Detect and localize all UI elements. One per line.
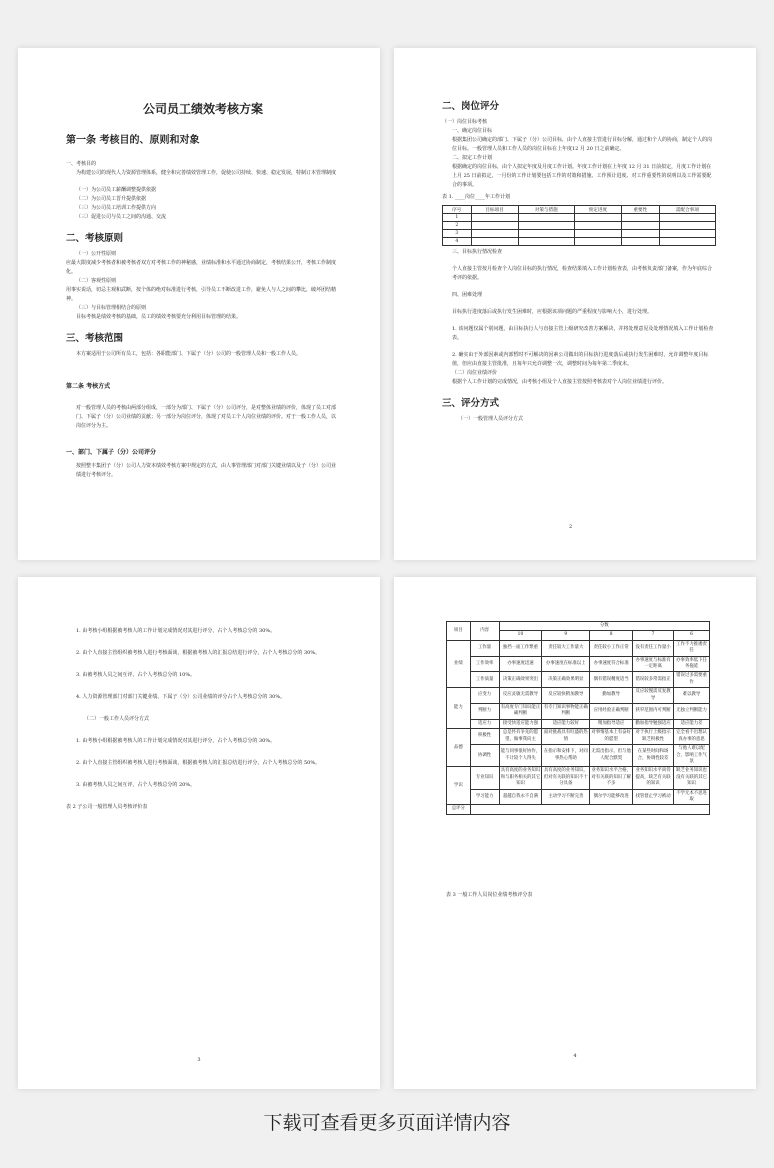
table-row <box>447 767 710 789</box>
paragraph: 二、拟定工作计划 <box>452 155 493 161</box>
table-row <box>443 214 716 222</box>
score-description-cell: 办事速度符合标准 <box>590 656 633 672</box>
list-item: （一）为公司员工薪酬调整提供依据 <box>76 187 157 193</box>
row-number: 4 <box>443 238 472 246</box>
table-row <box>447 729 710 745</box>
table-row <box>447 745 710 767</box>
paragraph: 本方案适用于公司所有员工，包括：各职能部门、下属子（分）公司的一般管理人员和一般工作人员。 <box>76 351 302 357</box>
section-heading: 二、岗位评分 <box>442 101 500 112</box>
table-header: 重要性 <box>621 206 659 214</box>
criterion-cell: 工作质量 <box>470 672 499 688</box>
score-description-cell: 有高度专门知识能正确判断 <box>499 704 542 720</box>
table-row <box>447 672 710 688</box>
table-header: 8 <box>590 631 633 640</box>
document-page-2 <box>394 48 756 560</box>
score-description-cell: 缺乏业务知识也没有关联的其它知识 <box>674 767 710 789</box>
score-description-cell: 具有高度的业务知识，但对有关联的知识不十分具备 <box>542 767 590 789</box>
table-header: 10 <box>499 631 542 640</box>
paragraph: （三）与目标管理相结合的原则 <box>76 305 147 311</box>
paragraph: （二）客观性原则 <box>76 278 117 284</box>
score-description-cell: 工作不力推诿责任 <box>674 640 710 656</box>
criterion-cell: 工作量 <box>470 640 499 656</box>
score-description-cell: 不学无术不思进取 <box>674 789 710 805</box>
document-page-1 <box>18 48 380 560</box>
article-1-heading: 第一条 考核目的、原则和对象 <box>66 135 200 146</box>
score-description-cell: 办事速度迅速 <box>499 656 542 672</box>
criterion-cell: 判断力 <box>470 704 499 720</box>
paragraph: 2. 确实由于外部因素或内部暂时不可解决的因素公司做出的目标执行进度落后或执行发生困难时，允许调整年度目标值，但应由直接主管批准，且每年只允许调整一次，调整时间为每年第二季度末。 <box>452 352 709 367</box>
criterion-cell: 工作效率 <box>470 656 499 672</box>
score-description-cell: 主动学习不断完善 <box>542 789 590 805</box>
criterion-cell: 应变力 <box>470 688 499 704</box>
paragraph: 按照整丰集团子（分）公司人力资本绩效考核方案中规定的方式，由人事管理部门对部门关键业绩以及子（分）公司业绩进行考核评分。 <box>76 463 337 478</box>
score-description-cell: 决策正确效果突出 <box>499 672 542 688</box>
table-caption: 表 3 一般工作人员岗位业绩考核评分表 <box>446 891 533 898</box>
paragraph: 根据集团公司确定的部门、下属子（分）公司目标，由个人直接主管进行目标分解，通过和个人的协商，制定个人的岗位目标。一般管理人员和工作人员的岗位目标在上年度12 月 20 日之前确定。 <box>452 137 713 152</box>
paragraph: 3. 由被考核人员之间互评，占个人考核总分的 20%。 <box>76 782 196 788</box>
paragraph: 根据个人工作计划的完成情况，由考核小组及个人直接主管按照考核表对个人岗位业绩进行评价。 <box>452 379 668 385</box>
score-description-cell: 完全看不出想认真办事的意思 <box>674 729 710 745</box>
table-row <box>447 688 710 704</box>
table-header: 内容 <box>470 622 499 641</box>
paragraph: 个人直接主管按月检查个人岗位目标的执行情况，检查结果填入工作计划检查表，由考核负责部门备案，作为年底综合考评的依据。 <box>452 266 713 281</box>
page-number: 3 <box>197 1057 201 1063</box>
table-header: 需配合事项 <box>659 206 715 214</box>
paragraph: 3. 由被考核人员之间互评，占个人考核总分的 10%。 <box>76 672 196 678</box>
score-description-cell: 与他人难以配合，影响工作气氛 <box>674 745 710 767</box>
criterion-cell: 协调性 <box>470 745 499 767</box>
paragraph: 1. 由考核小组根据被考核人的工作计划完成情况对其进行评分，占个人考核总分的 30%。 <box>76 738 276 744</box>
section-heading: 三、考核范围 <box>66 333 124 344</box>
paragraph: 对一般管理人员的考核由两部分组成，一部分为部门、下属子（分）公司评分，是对整体业绩的评价，体现了员工对部门、下属子（分）公司业绩的贡献；另一部分为岗位评分，体现了对员工个人岗位业绩的评价。对于一般工作人员，以岗位评分为主。 <box>76 405 337 429</box>
score-description-cell: 独挡一面工作繁重 <box>499 640 542 656</box>
score-description-cell: 勤加教导 <box>590 688 633 704</box>
document-title: 公司员工绩效考核方案 <box>142 102 263 116</box>
category-cell: 业绩 <box>447 640 471 687</box>
score-description-cell: 适应能力差 <box>674 719 710 728</box>
subsection-heading: 一、部门、下属子（分）公司评分 <box>66 449 157 456</box>
list-item: （三）促进公司与员工之间的沟通、交流 <box>76 214 167 220</box>
page-number: 2 <box>569 524 573 530</box>
paragraph: 目标考核是绩效考核的基础，员工的绩效考核要充分利用目标管理的结果。 <box>76 314 242 320</box>
score-description-cell: 具有高度的业务知识和与职务相关的其它知识 <box>499 767 542 789</box>
total-score-value <box>470 805 709 814</box>
score-description-cell: 无需出指示，但与他人配合默契 <box>590 745 633 767</box>
score-description-cell: 对事情基本上有奋好的愿望 <box>590 729 633 745</box>
section-heading: 二、考核原则 <box>66 233 124 244</box>
paragraph: 四、困难处理 <box>452 292 483 298</box>
evaluation-table <box>446 621 710 815</box>
row-number: 2 <box>443 222 472 230</box>
table-row <box>443 222 716 230</box>
score-description-cell: 办事效率低下任务拖延 <box>674 656 710 672</box>
table-row <box>447 656 710 672</box>
criterion-cell: 专业知识 <box>470 767 499 789</box>
table-header: 分数 <box>499 622 709 631</box>
paragraph: 1. 由考核小组根据被考核人的工作计划完成情况对其进行评分，占个人考核总分的 30%。 <box>76 628 276 634</box>
paragraph: 4. 人力资源管理部门对部门关键业绩、下属子（分）公司业绩的评分占个人考核总分的 30%。 <box>76 694 286 700</box>
document-page-4 <box>394 577 756 1089</box>
section-heading: 三、评分方式 <box>442 398 500 409</box>
table-row <box>443 238 716 246</box>
score-description-cell: 决策正确效果明显 <box>542 672 590 688</box>
score-description-cell: 找管督止学习被动 <box>633 789 674 805</box>
score-description-cell: 偶有错误精度适当 <box>590 672 633 688</box>
paragraph: 根据确定的岗位目标，由个人拟定年度及月度工作计划。年度工作计划在上年度 12 月 31 日前拟定，月度工作计划在上月 25 日前拟定，一月份的工作计划要包括工作的对策和措施、工作预计进度、对工作重要性的说明以及工作需要配合的事项。 <box>452 164 712 188</box>
score-description-cell: 适应能力较好 <box>542 719 590 728</box>
paragraph: 用事实说话，切忌主观和武断，按个体的绝对标准进行考核，引导员工不断改进工作，避免人与人之间的攀比，破坏团结精神。 <box>66 287 337 302</box>
table-header: 9 <box>542 631 590 640</box>
criterion-cell: 适应力 <box>470 719 499 728</box>
download-more-caption: 下载可查看更多页面详情内容 <box>263 1112 511 1134</box>
paragraph: （一）一般管理人员评分方式 <box>458 416 524 422</box>
score-description-cell: 在某些时间和场合，协调性较差 <box>633 745 674 767</box>
table-header: 7 <box>633 631 674 640</box>
table-row <box>447 789 710 805</box>
score-description-cell: 反应较快稍加教导 <box>542 688 590 704</box>
table-row <box>447 719 710 728</box>
table-row <box>447 805 710 814</box>
score-description-cell: 责任较大工作量大 <box>542 640 590 656</box>
score-description-cell: 没有责任工作量小 <box>633 640 674 656</box>
list-item: （二）为公司员工晋升提供依据 <box>76 196 147 202</box>
paragraph: （二）岗位业绩评价 <box>452 370 498 376</box>
table-header: 序号 <box>443 206 472 214</box>
paragraph: 三、目标执行情况检查 <box>452 249 503 255</box>
page-number: 4 <box>573 1053 577 1059</box>
row-number: 3 <box>443 230 472 238</box>
table-header: 项目 <box>447 622 471 641</box>
paragraph: 目标执行进度落后或执行发生困难时，应根据该项问题的严重程度与影响大小，进行处理。 <box>452 309 653 315</box>
table-row <box>447 640 710 656</box>
score-description-cell: 狭窄范围内可判断 <box>633 704 674 720</box>
document-page-3 <box>18 577 380 1089</box>
score-description-cell: 能与同事很好协作，不计较个人得失 <box>499 745 542 767</box>
article-2-heading: 第二条 考核方式 <box>66 383 111 390</box>
criterion-cell: 学习能力 <box>470 789 499 805</box>
paragraph: （一）岗位目标考核 <box>442 119 488 125</box>
total-score-label: 总评分 <box>447 805 471 814</box>
score-description-cell: 有专门知识事物能正确判断 <box>542 704 590 720</box>
table-header: 预定进度 <box>574 206 621 214</box>
paragraph: 应最大限度减少考核者和被考核者双方对考核工作的神秘感，业绩标准和水平通过协商制定，考核结果公开，考核工作制度化。 <box>66 260 337 275</box>
score-description-cell: 反应较慢需反复教导 <box>633 688 674 704</box>
paragraph: 一、确定岗位目标 <box>452 128 493 134</box>
score-description-cell: 在指示和安排下，对同事热心帮助 <box>542 745 590 767</box>
paragraph: （二）一般工作人员评分方式 <box>84 716 150 722</box>
table-row <box>447 704 710 720</box>
score-description-cell: 办事速度在标准以上 <box>542 656 590 672</box>
paragraph: （一）公开性原则 <box>76 251 117 257</box>
score-description-cell: 稍加指导适应 <box>590 719 633 728</box>
category-cell: 学识 <box>447 767 471 805</box>
list-item: （三）为公司员工培训工作提供方向 <box>76 205 157 211</box>
table-caption: 表 2 子公司一般管理人员考核评价表 <box>66 804 148 810</box>
paragraph: 1. 该问题仅属个别问题，由目标执行人与直接主管上级研究改善方案解决，并将处理意见及处理情况填入工作计划检查表。 <box>452 326 714 341</box>
score-description-cell: 接受快适应能力强 <box>499 719 542 728</box>
section-label: 一、考核目的 <box>66 161 97 167</box>
paragraph: 2. 由个人直接主管组织被考核人进行考核面谈，根据被考核人的汇报总结进行评分，占个人考核总分的 50%。 <box>76 760 321 766</box>
score-description-cell: 难以教导 <box>674 688 710 704</box>
paragraph: 2. 由个人直接主管组织被考核人进行考核面谈，根据被考核人的汇报总结进行评分，占个人考核总分的 30%。 <box>76 650 321 656</box>
table-caption: 表 1. ____岗位____年工作计划 <box>442 194 510 200</box>
score-description-cell: 错误较多常需指正 <box>633 672 674 688</box>
score-description-cell: 办事速度与标准有一定距离 <box>633 656 674 672</box>
score-description-cell: 错误过多需要重作 <box>674 672 710 688</box>
category-cell: 能力 <box>447 688 471 729</box>
score-description-cell: 总是怀有争先的愿望，做事我向主 <box>499 729 542 745</box>
score-description-cell: 业务知识水平尚待提高，缺乏有关联的知识 <box>633 767 674 789</box>
category-cell: 品德 <box>447 729 471 767</box>
work-plan-table <box>442 205 716 246</box>
table-header: 对策与措施 <box>518 206 574 214</box>
score-description-cell: 超越自我永不自满 <box>499 789 542 805</box>
score-description-cell: 应用经验正确判断 <box>590 704 633 720</box>
score-description-cell: 面对挑战具有旺盛的热情 <box>542 729 590 745</box>
score-description-cell: 业务知识水平合格，对有关联的知识了解不多 <box>590 767 633 789</box>
score-description-cell: 反应灵敏无需教导 <box>499 688 542 704</box>
row-number: 1 <box>443 214 472 222</box>
score-description-cell: 无独立判断能力 <box>674 704 710 720</box>
score-description-cell: 对于执行上级指示缺乏积极性 <box>633 729 674 745</box>
score-description-cell: 偶尔学习能够改进 <box>590 789 633 805</box>
table-row <box>443 230 716 238</box>
table-header: 6 <box>674 631 710 640</box>
criterion-cell: 积极性 <box>470 729 499 745</box>
paragraph: 为构建公司的现代人力资源管理体系，健全和完善绩效管理工作，促使公司持续、快速、稳定发展，特制订本管理制度 <box>76 170 337 176</box>
score-description-cell: 责任较小工作正常 <box>590 640 633 656</box>
score-description-cell: 勤加指导勉强适应 <box>633 719 674 728</box>
table-header: 目标项目 <box>471 206 518 214</box>
